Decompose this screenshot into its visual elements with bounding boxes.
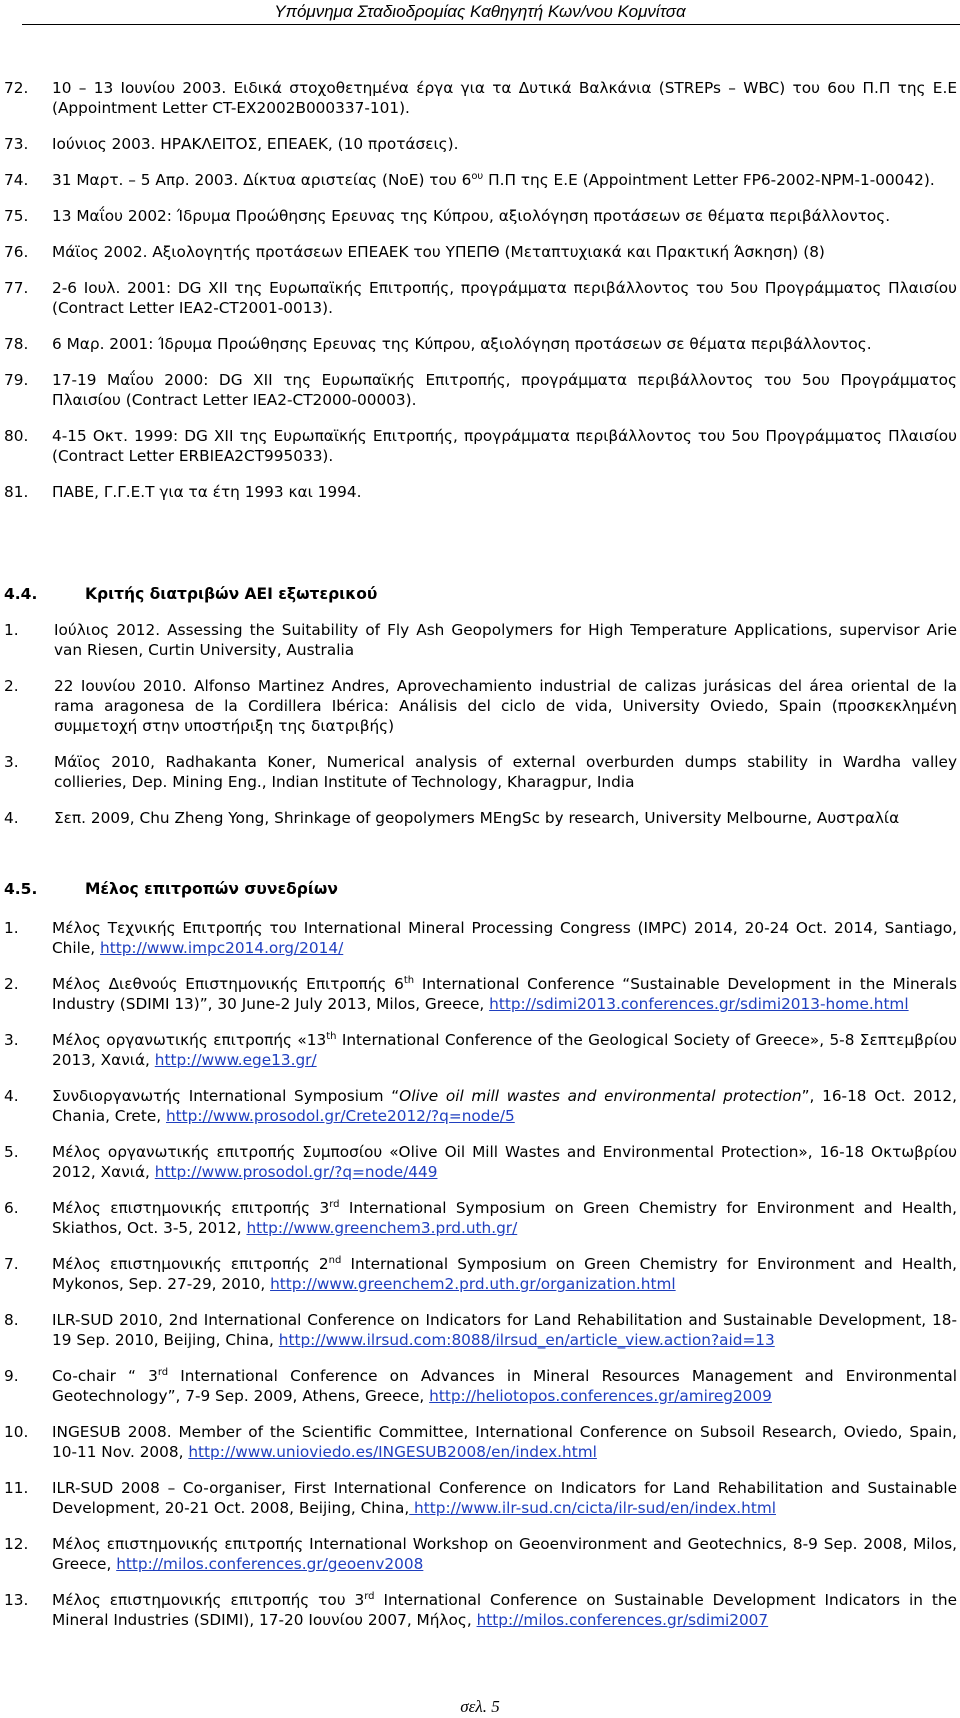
item-number: 9. [4,1367,19,1385]
item-number: 2. [4,975,19,993]
section-4-4-title: Κριτής διατριβών ΑΕΙ εξωτερικού [85,585,378,603]
item-body: Ιούλιος 2012. Assessing the Suitability of Fly Ash Geopolymers for High Temperature Applications, supervisor Arie van Riesen, Curtin University, Australia [54,621,957,659]
item-body: 31 Μαρτ. – 5 Απρ. 2003. Δίκτυα αριστείας (NoE) του 6 [52,171,472,189]
item-text [52,1310,957,1350]
conference-link[interactable]: http://sdimi2013.conferences.gr/sdimi2013-home.html [489,995,909,1013]
item-body: Μάϊος 2010, Radhakanta Koner, Numerical analysis of external overburden dumps stability in Wardha valley collieries, Dep. Mining Eng., Indian Institute of Technology, Kharagpur, India [54,753,957,791]
item-number: 72. [4,79,29,97]
item-body: 17-19 Μαΐου 2000: DG XII της Ευρωπαϊκής Επιτροπής, προγράμματα περιβάλλοντος του 5ου Προγράμματος Πλαισίου (Contract Letter IEA2-CT2000-00003). [52,371,957,409]
ordinal-superscript: th [403,974,415,986]
item-number: 75. [4,207,29,225]
item-body: Μέλος επιστημονικής επιτροπής του 3 [52,1591,365,1609]
item-text [52,1254,957,1294]
list-item [4,206,957,226]
item-number: 3. [4,1031,19,1049]
item-body-cont: International Conference on Advances in Mineral Resources Management and Environmental Geotechnology”, 7-9 Sep. 2009, Athens, Greece, [52,1367,957,1405]
section-4-5-title: Μέλος επιτροπών συνεδρίων [85,880,338,898]
list-item [4,278,957,318]
conference-link[interactable]: http://www.ilr-sud.cn/cicta/ilr-sud/en/index.html [409,1499,776,1517]
item-number: 74. [4,171,29,189]
item-text [52,242,957,262]
list-item [4,78,957,118]
item-text [52,974,957,1014]
item-text [52,1366,957,1406]
item-number: 73. [4,135,29,153]
list-item [4,752,957,792]
item-body: Συνδιοργανωτής International Symposium “ [52,1087,400,1105]
item-text [52,1142,957,1182]
item-number: 80. [4,427,29,445]
ordinal-superscript: th [326,1030,337,1042]
list-item [4,1534,957,1574]
evaluation-list [4,78,957,514]
item-text [52,334,957,354]
item-body: 22 Ιουνίου 2010. Alfonso Martinez Andres, Aprovechamiento industrial de calizas jurásicas del área oriental de la rama aragonesa de la Cordillera Ibérica: Análisis del ciclo de vida, University Oviedo, Spain (προσκεκλημένη συμμετοχή στην υποστήριξη της διατριβής) [54,677,957,735]
list-item [4,620,957,660]
conference-link[interactable]: http://www.impc2014.org/2014/ [100,939,344,957]
item-number: 4. [4,1087,19,1105]
list-item [4,482,957,502]
item-number: 5. [4,1143,19,1161]
item-text [54,676,957,736]
section-4-4-number: 4.4. [4,585,38,603]
list-item [4,974,957,1014]
item-number: 81. [4,483,29,501]
list-item [4,1422,957,1462]
committee-list [4,918,957,1642]
item-number: 4. [4,809,19,827]
item-number: 6. [4,1199,19,1217]
conference-link[interactable]: http://www.unioviedo.es/INGESUB2008/en/index.html [188,1443,597,1461]
item-text [52,206,957,226]
list-item [4,1590,957,1630]
item-text [52,370,957,410]
item-body: Μέλος Τεχνικής Επιτροπής του International Mineral Processing Congress (IMPC) 2014, 20-24 Oct. 2014, Santiago, Chile, [52,919,957,957]
conference-link[interactable]: http://www.greenchem2.prd.uth.gr/organization.html [270,1275,676,1293]
item-body: Μέλος Διεθνούς Επιστημονικής Επιτροπής 6 [52,975,404,993]
page-number: σελ. 5 [460,1697,500,1716]
item-number: 13. [4,1591,29,1609]
item-number: 77. [4,279,29,297]
item-body: 13 Μαΐου 2002: Ίδρυμα Προώθησης Ερευνας της Κύπρου, αξιολόγηση προτάσεων σε θέματα περιβάλλοντος. [52,207,891,225]
item-body-cont: International Conference “Sustainable Development in the Minerals Industry (SDIMI 13)”, 30 June-2 July 2013, Milos, Greece, [52,975,957,1013]
ordinal-superscript: nd [328,1254,342,1266]
item-body: Μέλος οργανωτικής επιτροπής «13 [52,1031,327,1049]
conference-link[interactable]: http://www.greenchem3.prd.uth.gr/ [246,1219,518,1237]
item-text [52,482,957,502]
item-body: 2-6 Ιουλ. 2001: DG XII της Ευρωπαϊκής Επιτροπής, προγράμματα περιβάλλοντος του 5ου Προγράμματος Πλαισίου (Contract Letter IEA2-CT2001-0013). [52,279,957,317]
item-text [52,1478,957,1518]
list-item [4,1310,957,1350]
item-number: 8. [4,1311,19,1329]
item-number: 76. [4,243,29,261]
ordinal-superscript: rd [157,1366,169,1378]
item-number: 7. [4,1255,19,1273]
list-item [4,1142,957,1182]
item-text [52,918,957,958]
list-item [4,134,957,154]
section-4-4-heading [4,585,377,603]
section-4-5-number: 4.5. [4,880,38,898]
item-number: 10. [4,1423,29,1441]
list-item [4,676,957,736]
list-item [4,918,957,958]
item-body: Σεπ. 2009, Chu Zheng Yong, Shrinkage of geopolymers MEngSc by research, University Melbourne, Αυστραλία [54,809,900,827]
symposium-title: Olive oil mill wastes and environmental protection [399,1087,802,1105]
item-body: ILR-SUD 2010, 2nd International Conference on Indicators for Land Rehabilitation and Sustainable Development, 18-19 Sep. 2010, Beijing, China, [52,1311,957,1349]
list-item [4,1198,957,1238]
item-text [52,1534,957,1574]
list-item [4,370,957,410]
item-body: ILR-SUD 2008 – Co-organiser, First International Conference on Indicators for Land Rehabilitation and Sustainable Development, 20-21 Oct. 2008, Beijing, China, [52,1479,957,1517]
item-body-cont: ”, 16-18 Oct. 2012, Chania, Crete, [52,1087,957,1125]
list-item [4,1030,957,1070]
item-body: Μέλος επιστημονικής επιτροπής 3 [52,1199,330,1217]
item-text [52,1422,957,1462]
item-text [52,78,957,118]
item-text [52,1030,957,1070]
list-item [4,242,957,262]
item-number: 79. [4,371,29,389]
conference-link[interactable]: http://heliotopos.conferences.gr/amireg2009 [429,1387,772,1405]
conference-link[interactable]: http://milos.conferences.gr/geoenv2008 [116,1555,424,1573]
item-body-cont: International Conference of the Geological Society of Greece», 5-8 Σεπτεμβρίου 2013, Χανιά, [52,1031,958,1069]
header-rule [22,24,960,25]
item-number: 1. [4,621,19,639]
list-item [4,1478,957,1518]
item-text [52,1590,957,1630]
item-number: 12. [4,1535,29,1553]
item-body: 4-15 Οκτ. 1999: DG XII της Ευρωπαϊκής Επιτροπής, προγράμματα περιβάλλοντος του 5ου Προγράμματος Πλαισίου (Contract Letter ERBIEA2CT995033). [52,427,957,465]
item-tail: Π.Π της Ε.Ε (Appointment Letter FP6-2002-NPM-1-00042). [483,171,935,189]
list-item [4,170,957,190]
item-text [54,620,957,660]
item-body-cont: International Symposium on Green Chemistry for Environment and Health, Skiathos, Oct. 3-5, 2012, [52,1199,957,1237]
item-text [54,752,957,792]
item-body-cont: International Conference on Sustainable Development Indicators in the Mineral Industries (SDIMI), 17-20 Ιουνίου 2007, Μήλος, [52,1591,957,1629]
ordinal-superscript: rd [364,1590,375,1602]
item-body: INGESUB 2008. Member of the Scientific Committee, International Conference on Subsoil Research, Oviedo, Spain, 10-11 Nov. 2008, [52,1423,957,1461]
item-body: Ιούνιος 2003. ΗΡΑΚΛΕΙΤΟΣ, ΕΠΕΑΕΚ, (10 προτάσεις). [52,135,459,153]
item-text [52,1086,957,1126]
item-body-cont: International Symposium on Green Chemistry for Environment and Health, Mykonos, Sep. 27-29, 2010, [52,1255,957,1293]
conference-link[interactable]: http://www.ilrsud.com:8088/ilrsud_en/article_view.action?aid=13 [278,1331,775,1349]
ordinal-superscript: ου [471,170,484,182]
list-item [4,808,957,828]
conference-link[interactable]: http://www.prosodol.gr/Crete2012/?q=node/5 [165,1107,515,1125]
list-item [4,1254,957,1294]
item-text [52,426,957,466]
thesis-review-list [4,620,957,840]
ordinal-superscript: rd [329,1198,340,1210]
item-text [54,808,957,828]
item-body: Μέλος επιστημονικής επιτροπής International Workshop on Geoenvironment and Geotechnics, 8-9 Sep. 2008, Milos, Greece, [52,1535,957,1573]
item-number: 11. [4,1479,29,1497]
item-body: 6 Μαρ. 2001: Ίδρυμα Προώθησης Ερευνας της Κύπρου, αξιολόγηση προτάσεων σε θέματα περιβάλλοντος. [52,335,872,353]
item-text [52,170,957,190]
list-item [4,1366,957,1406]
item-number: 2. [4,677,19,695]
item-body: Μάϊος 2002. Αξιολογητής προτάσεων ΕΠΕΑΕΚ του ΥΠΕΠΘ (Μεταπτυχιακά και Πρακτική Άσκηση) (8) [52,243,825,261]
page-header: Υπόμνημα Σταδιοδρομίας Καθηγητή Κων/νου Κομνίτσα [274,2,686,21]
item-number: 3. [4,753,19,771]
item-body: 10 – 13 Ιουνίου 2003. Ειδικά στοχοθετημένα έργα για τα Δυτικά Βαλκάνια (STREPs – WBC) του 6ου Π.Π της Ε.Ε (Appointment Letter CT-EX2002B000337-101). [52,79,957,117]
item-body: ΠΑΒΕ, Γ.Γ.Ε.Τ για τα έτη 1993 και 1994. [52,483,362,501]
item-body: Μέλος επιστημονικής επιτροπής 2 [52,1255,329,1273]
item-text [52,134,957,154]
item-body: Μέλος οργανωτικής επιτροπής Συμποσίου «Olive Oil Mill Wastes and Environmental Protection», 16-18 Οκτωβρίου 2012, Χανιά, [52,1143,957,1181]
list-item [4,426,957,466]
section-4-5-heading [4,880,338,898]
list-item [4,334,957,354]
conference-link[interactable]: http://www.ege13.gr/ [154,1051,317,1069]
item-text [52,278,957,318]
item-text [52,1198,957,1238]
item-number: 78. [4,335,29,353]
conference-link[interactable]: http://milos.conferences.gr/sdimi2007 [476,1611,769,1629]
item-number: 1. [4,919,19,937]
list-item [4,1086,957,1126]
conference-link[interactable]: http://www.prosodol.gr/?q=node/449 [154,1163,438,1181]
item-body: Co-chair “ 3 [52,1367,158,1385]
